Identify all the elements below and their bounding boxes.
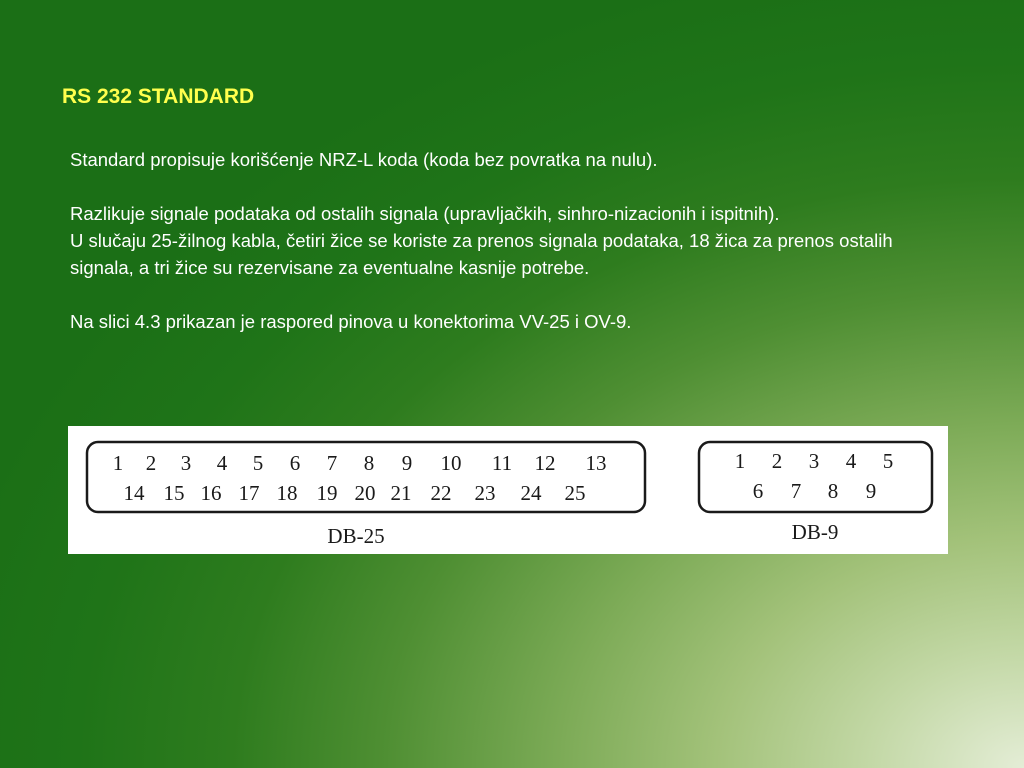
pin-number: 18 (276, 481, 298, 505)
db9-pin-row-1 (735, 449, 894, 473)
pin-number: 19 (316, 481, 338, 505)
pin-number: 15 (163, 481, 185, 505)
pin-number: 5 (882, 449, 894, 473)
paragraph-cable: U slučaju 25-žilnog kabla, četiri žice se koriste za prenos signala podataka, 18 žica za prenos ostalih signala, a tri žice su rezervisane za eventualne kasnije potrebe. (70, 230, 893, 278)
db9-label: DB-9 (791, 520, 839, 544)
pin-number: 10 (440, 451, 462, 475)
pin-number: 13 (585, 451, 607, 475)
paragraph-signals: Razlikuje signale podataka od ostalih signala (upravljačkih, sinhro-nizacionih i ispitnih). (70, 203, 780, 224)
pin-number: 1 (734, 449, 746, 473)
slide-title: RS 232 STANDARD (62, 85, 255, 108)
pin-number: 9 (401, 451, 413, 475)
pin-number: 2 (771, 449, 783, 473)
pin-number: 4 (216, 451, 228, 475)
connector-figure (68, 426, 948, 554)
paragraph-nrz: Standard propisuje korišćenje NRZ-L koda (koda bez povratka na nulu). (70, 149, 658, 170)
pin-number: 3 (808, 449, 820, 473)
connector-diagram (68, 426, 948, 554)
pin-number: 6 (289, 451, 301, 475)
db9-pin-row-2 (753, 479, 877, 503)
db25-label: DB-25 (327, 524, 385, 548)
pin-number: 8 (363, 451, 375, 475)
pin-number: 20 (354, 481, 376, 505)
pin-number: 8 (827, 479, 839, 503)
pin-number: 9 (865, 479, 877, 503)
pin-number: 23 (474, 481, 496, 505)
pin-number: 12 (534, 451, 556, 475)
pin-number: 7 (326, 451, 338, 475)
pin-number: 5 (252, 451, 264, 475)
pin-number: 1 (112, 451, 124, 475)
db25-pin-row-2 (124, 481, 586, 505)
slide-body (70, 146, 940, 335)
pin-number: 7 (790, 479, 802, 503)
pin-number: 24 (520, 481, 542, 505)
pin-number: 14 (123, 481, 145, 505)
pin-number: 17 (238, 481, 260, 505)
pin-number: 16 (200, 481, 222, 505)
db25-pin-row-1 (113, 451, 607, 475)
pin-number: 6 (752, 479, 764, 503)
pin-number: 2 (145, 451, 157, 475)
pin-number: 21 (390, 481, 412, 505)
pin-number: 4 (845, 449, 857, 473)
paragraph-figure-ref: Na slici 4.3 prikazan je raspored pinova u konektorima VV-25 i OV-9. (70, 311, 632, 332)
pin-number: 25 (564, 481, 586, 505)
pin-number: 3 (180, 451, 192, 475)
pin-number: 22 (430, 481, 452, 505)
pin-number: 11 (491, 451, 513, 475)
